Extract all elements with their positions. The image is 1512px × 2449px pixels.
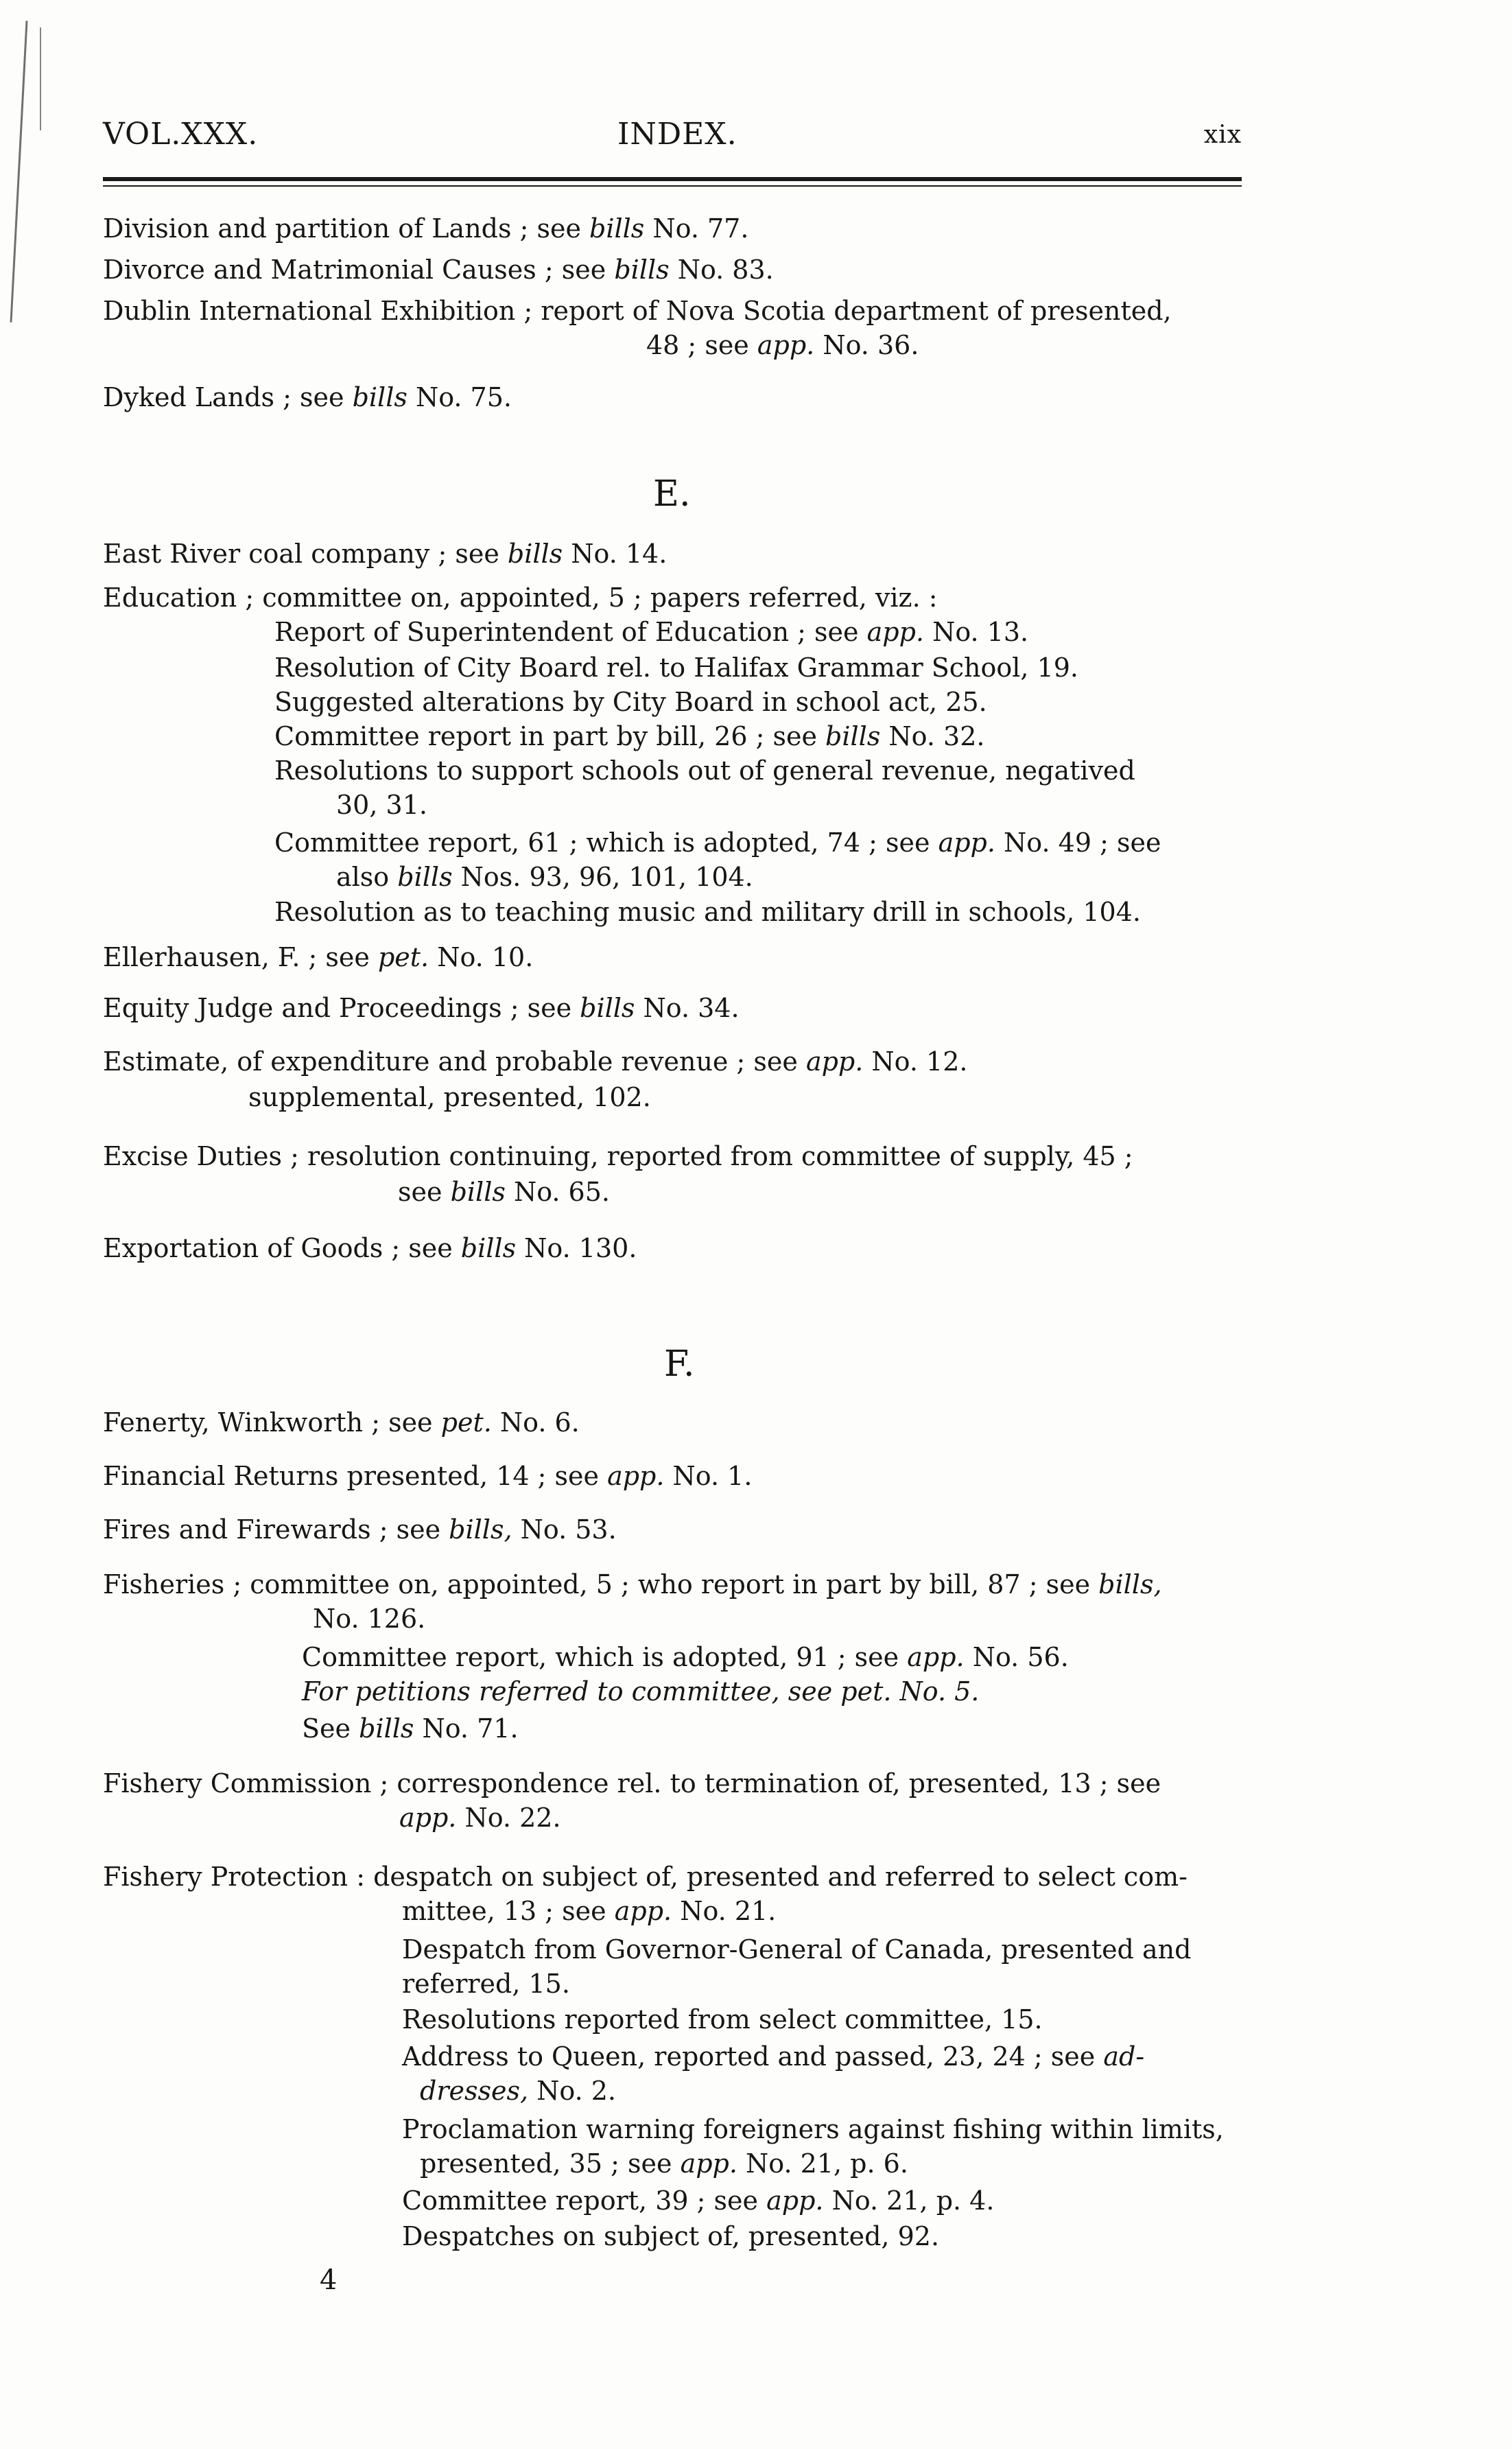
index-entry-line: See bills No. 71. [302, 1713, 519, 1744]
index-entry-line: Dyked Lands ; see bills No. 75. [103, 382, 512, 412]
scan-edge-mark [10, 21, 27, 323]
index-entry-line: Address to Queen, reported and passed, 23, 24 ; see ad- [402, 2041, 1145, 2072]
header-volume: VOL.XXX. [103, 117, 259, 152]
italic-reference: app. [866, 617, 924, 647]
index-entry-line: see bills No. 65. [398, 1177, 610, 1207]
index-entry-line: Despatch from Governor-General of Canada, presented and [402, 1934, 1192, 1965]
index-entry-line: presented, 35 ; see app. No. 21, p. 6. [420, 2148, 908, 2179]
index-entry-line: East River coal company ; see bills No. 14. [103, 539, 668, 569]
index-entry-line: Resolution of City Board rel. to Halifax Grammar School, 19. [274, 653, 1079, 683]
index-entry-line: Excise Duties ; resolution continuing, reported from committee of supply, 45 ; [103, 1141, 1133, 1171]
header-rule [103, 185, 1242, 187]
index-entry-line: Resolutions reported from select committee, 15. [402, 2004, 1043, 2035]
italic-reference: app. [805, 1046, 864, 1077]
index-entry-line: Education ; committee on, appointed, 5 ; papers referred, viz. : [103, 583, 938, 613]
italic-reference: app. [399, 1803, 457, 1833]
italic-reference: app. [938, 828, 995, 858]
index-entry-line: Divorce and Matrimonial Causes ; see bills No. 83. [103, 255, 774, 285]
index-entry-line: also bills Nos. 93, 96, 101, 104. [336, 862, 753, 892]
index-entry-line: Division and partition of Lands ; see bills No. 77. [103, 213, 749, 244]
index-entry-line: Report of Superintendent of Education ; see app. No. 13. [274, 617, 1029, 647]
header-rule [103, 177, 1242, 181]
section-letter-e: E. [653, 473, 691, 515]
italic-reference: app. [680, 2148, 737, 2179]
italic-reference: pet. [377, 942, 429, 972]
section-letter-f: F. [664, 1344, 695, 1385]
italic-reference: bills [589, 213, 645, 244]
header-page-roman: xix [1203, 121, 1242, 149]
header-title: INDEX. [617, 117, 737, 152]
italic-reference: app. [757, 330, 815, 360]
index-entry-line: Dublin International Exhibition ; report of Nova Scotia department of presented, [103, 296, 1172, 326]
italic-reference: bills, [449, 1514, 512, 1545]
index-entry-line: Equity Judge and Proceedings ; see bills No. 34. [103, 993, 740, 1023]
index-entry-line: app. No. 22. [399, 1803, 561, 1833]
index-entry-line: 48 ; see app. No. 36. [646, 330, 919, 360]
index-entry-line: mittee, 13 ; see app. No. 21. [402, 1896, 777, 1926]
index-entry-line: Exportation of Goods ; see bills No. 130. [103, 1233, 637, 1263]
index-entry-line: Fishery Commission ; correspondence rel. to termination of, presented, 13 ; see [103, 1768, 1161, 1798]
italic-reference: For petitions referred to committee, see pet. No. 5. [302, 1676, 980, 1707]
index-entry-line: referred, 15. [402, 1969, 570, 1999]
index-entry-line: Committee report, which is adopted, 91 ; see app. No. 56. [302, 1642, 1069, 1672]
italic-reference: bills [352, 382, 407, 412]
index-entry-line: supplemental, presented, 102. [248, 1082, 651, 1112]
index-entry-line: Committee report in part by bill, 26 ; see bills No. 32. [274, 721, 985, 751]
index-entry-line: Committee report, 39 ; see app. No. 21, p. 4. [402, 2186, 995, 2216]
italic-reference: bills [460, 1233, 517, 1263]
index-entry-line: Fishery Protection : despatch on subject of, presented and referred to select com- [103, 1862, 1188, 1892]
index-entry-line: Financial Returns presented, 14 ; see app. No. 1. [103, 1461, 753, 1491]
italic-reference: bills [825, 721, 881, 751]
italic-reference: app. [614, 1896, 672, 1926]
index-entry-line: Suggested alterations by City Board in school act, 25. [274, 687, 987, 717]
index-entry-line: Resolutions to support schools out of general revenue, negatived [274, 755, 1135, 786]
italic-reference: bills, [1098, 1569, 1162, 1600]
italic-reference: app. [907, 1642, 965, 1672]
index-entry-line: Fisheries ; committee on, appointed, 5 ; who report in part by bill, 87 ; see bills, [103, 1569, 1162, 1600]
scan-edge-mark [40, 27, 41, 130]
italic-reference: bills [359, 1713, 414, 1744]
italic-reference: bills [450, 1177, 506, 1207]
index-entry-line [302, 1676, 979, 1707]
index-entry-line: Fenerty, Winkworth ; see pet. No. 6. [103, 1407, 580, 1438]
italic-reference: app. [607, 1461, 665, 1491]
index-entry-line: Resolution as to teaching music and military drill in schools, 104. [274, 897, 1141, 927]
italic-reference: app. [766, 2186, 824, 2216]
index-entry-line: No. 126. [313, 1604, 426, 1634]
index-entry-line: Committee report, 61 ; which is adopted, 74 ; see app. No. 49 ; see [274, 828, 1161, 858]
italic-reference: ad- [1103, 2041, 1145, 2072]
index-entry-line: Fires and Firewards ; see bills, No. 53. [103, 1514, 617, 1545]
italic-reference: bills [614, 255, 670, 285]
index-entry-line: dresses, No. 2. [420, 2076, 617, 2106]
index-entry-line: Proclamation warning foreigners against fishing within limits, [402, 2114, 1224, 2144]
index-entry-line: 30, 31. [336, 790, 427, 820]
index-entry-line: Estimate, of expenditure and probable revenue ; see app. No. 12. [103, 1046, 968, 1077]
running-header [103, 117, 1242, 158]
italic-reference: bills [397, 862, 453, 892]
index-entry-line: Ellerhausen, F. ; see pet. No. 10. [103, 942, 534, 972]
italic-reference: pet. [440, 1407, 492, 1438]
page-number: 4 [320, 2264, 338, 2296]
index-entry-line: Despatches on subject of, presented, 92. [402, 2221, 940, 2251]
italic-reference: bills [580, 993, 635, 1023]
italic-reference: bills [507, 539, 563, 569]
italic-reference: dresses, [420, 2076, 529, 2106]
